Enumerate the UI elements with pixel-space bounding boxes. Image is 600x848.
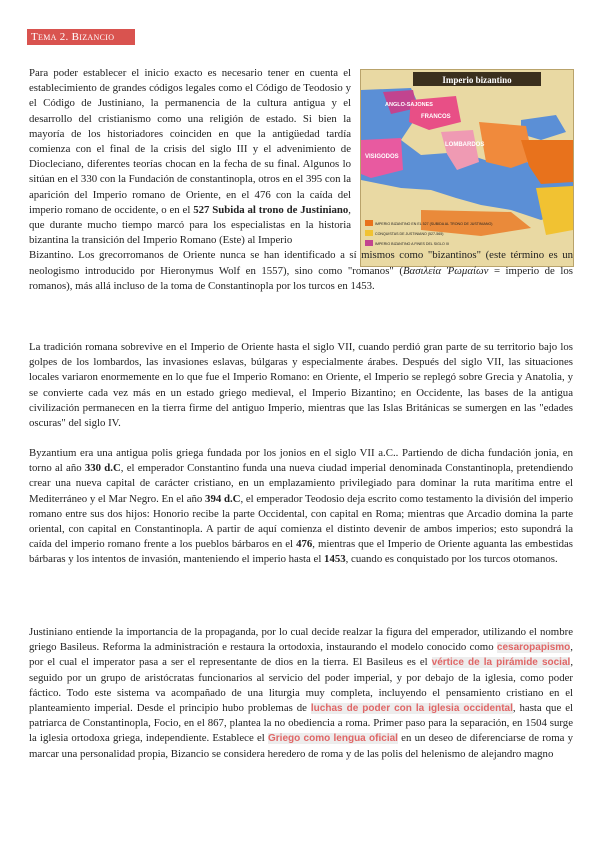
label-anglo-saxons: ANGLO-SAJONES	[385, 102, 433, 108]
paragraph-roman-tradition: La tradición romana sobrevive en el Imperio de Oriente hasta el siglo VII, cuando perdió gran parte de su territorio bajo los golpes de los lombardos, las invasiones eslavas, búlgaras y especialmente árabes. Después del siglo VII, las situaciones locales variaron enormemente en lo que fue el Imperio Romano: en Oriente, el Imperio se replegó sobre Grecia y Anatolia, y se convierte cada vez más en un estado griego medieval, el Imperio Bizantino; en Occidente, las bases de la antigua civilización permanecen en la tierra firme del antiguo Imperio, mientras que las Islas Británicas se sumergen en las "edades oscuras" del siglo IV.	[29, 341, 573, 430]
highlight-griego: Griego como lengua oficial	[268, 733, 398, 745]
legend-527: IMPERIO BIZANTINO EN EL 527 (SUBIDA AL TRONO DE JUSTINIANO)	[375, 222, 493, 226]
section-title: Tema 2. Bizancio	[27, 29, 135, 45]
paragraph-byzantium-origin: Byzantium era una antigua polis griega fundada por los jonios en el siglo VII a.C.. Partiendo de dicha fundación jonia, en torno al año 330 d.C, el emperador Constantino funda una nueva ciudad imperial denominada Constantinopla, pretendiendo crear una nueva capital de carácter cristiano, en un emplazamiento privilegiado para dominar la ruta marítima entre el Mediterráneo y el Mar Negro. En el año 394 d.C, el emperador Teodosio deja escrito como testamento la división del imperio romano entre sus dos hijos: Honorio recibe la parte Occidental, con capital en Roma; mientras que Arcadio domina la parte oriental, con capital en Constantinopla. A partir de aquí comienza el distinto devenir de ambos imperios; esto supondrá la caída del imperio romano frente a los pueblos bárbaros en el 476, mientras que el Imperio de Oriente aguanta las embestidas bárbaras y los intentos de invasión, manteniendo el imperio hasta el 1453, cuando es conquistado por los turcos otomanos.	[29, 447, 573, 566]
label-lombards: LOMBARDOS	[445, 142, 485, 148]
paragraph-intro: Para poder establecer el inicio exacto es necesario tener en cuenta el establecimiento de grandes códigos legales como el Código de Teodosio y el Código de Justiniano, la permanencia de la cultura antigua y el desarrollo del cristianismo como una religión de estado. Si bien la mayoría de los historiadores coinciden en que la antigüedad tardía comienza con el final de la crisis del siglo III y el advenimiento de Diocleciano, diferentes teorías chocan en la fecha de su final. Algunos lo sitúan en el 330 con la Fundación de constantinopla, otros en el 395 con la aparición del Imperio romano de Oriente, en el 476 con la caída del imperio romano de occidente, o en el 527 Subida al trono de Justiniano, que durante mucho tiempo marcó para los especialistas en la historia bizantina la transición del Imperio Romano (Este) al Imperio Bizantino. Los grecorromanos de Oriente nunca se han identificado a sí mismos como "bizantinos" (este término es un neologismo introducido por Hieronymus Wolf en 1557), sino como "romanos" (Βασιλεία Ῥωμαίων = imperio de los romanos), más allá incluso de la toma de Constantinopla por los turcos en 1453.	[29, 67, 573, 292]
legend-conquests: CONQUISTAS DE JUSTINIANO (527-565)	[375, 232, 444, 236]
highlight-piramide: vértice de la pirámide social	[431, 657, 571, 669]
highlight-luchas: luchas de poder con la iglesia occidental	[310, 703, 513, 715]
legend-xi: IMPERIO BIZANTINO A FINES DEL SIGLO XI	[375, 242, 450, 246]
label-franks: FRANCOS	[421, 114, 451, 120]
paragraph-justinian: Justiniano entiende la importancia de la propaganda, por lo cual decide realzar la figura del emperador, utilizando el nombre griego Basileus. Reforma la administración e restaura la ortodoxia, instaurando el modelo conocido como cesaropapismo, por el cual el imperator pasa a ser el representante de dios en la tierra. El Basileus es el vértice de la pirámide social, seguido por un grupo de aristócratas funcionarios al servicio del poder imperial, y por debajo de la iglesia, como poder fáctico. Todo este sistema va acompañado de una liturgia muy completa, incluyendo el pensamiento cristiano en el planteamiento imperial. Desde el principio hubo problemas de luchas de poder con la iglesia occidental, hasta que el patriarca de Constantinopla, Focio, en el 867, plantea la no obediencia a roma. Primer paso para la separación, en 1504 surge la iglesia ortodoxa griega, independiente. Establece el Griego como lengua oficial en un deseo de diferenciarse de roma y marcar una personalidad propia, Bizancio se considera heredero de roma y de las polis del helenismo de alejandro magno	[29, 626, 574, 760]
intro-wrapped-text: Para poder establecer el inicio exacto es necesario tener en cuenta el establecimiento de grandes códigos legales como el Código de Teodosio y el Código de Justiniano, la permanencia de la cultura antigua y el desarrollo del cristianismo como una religión de estado. Si bien la mayoría de los historiadores coinciden en que la antigüedad tardía comienza con el final de la crisis del siglo III y el advenimiento de Diocleciano, diferentes teorías chocan en la fecha de su final. Algunos lo sitúan en el 330 con la Fundación de constantinopla, otros en el 395 con la aparición del Imperio romano de Oriente, en el 476 con la caída del imperio romano de occidente, o en el 527 Subida al trono de Justiniano, que durante mucho tiempo marcó para los especialistas en la historia bizantina la transición del Imperio Romano (Este) al Imperio	[29, 67, 351, 247]
highlight-cesaropapismo: cesaropapismo	[496, 642, 571, 654]
map-title: Imperio bizantino	[442, 75, 512, 85]
label-visigoths: VISIGODOS	[365, 154, 399, 160]
greek-phrase: Βασιλεία Ῥωμαίων	[402, 264, 489, 277]
